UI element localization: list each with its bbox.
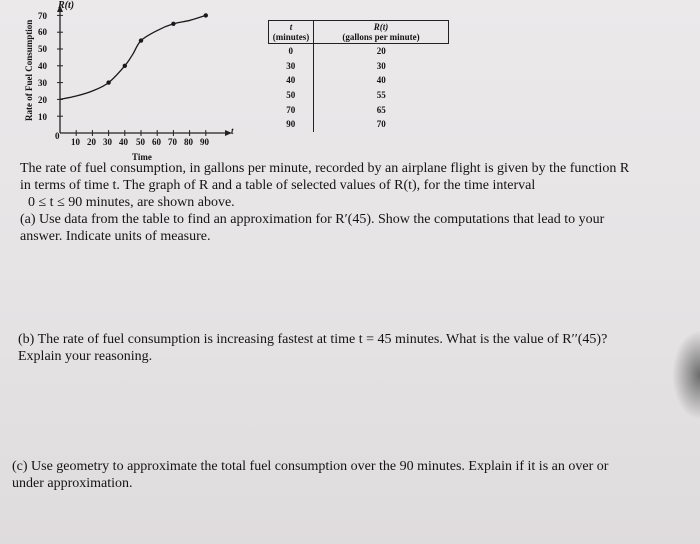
header-t-sub: (minutes)	[272, 32, 310, 42]
header-rt-main: R(t)	[373, 22, 389, 32]
table-row	[269, 117, 449, 132]
table-header-t	[269, 21, 314, 44]
table-row	[269, 88, 449, 103]
y-tick-label: 70	[38, 11, 47, 21]
x-tick-label: 20	[87, 137, 96, 147]
data-point	[204, 13, 208, 17]
y-tick-label: 20	[38, 95, 47, 105]
cell-t: 70	[269, 102, 314, 117]
x-tick-label: 10	[71, 137, 80, 147]
data-point	[171, 22, 175, 26]
cell-rt: 55	[376, 90, 386, 101]
data-point	[106, 80, 110, 84]
x-tick-label: 60	[152, 137, 161, 147]
part-a-line: (a) Use data from the table to find an approximation for R′(45). Show the computations that lead to your	[20, 212, 605, 227]
header-rt-sub: (gallons per minute)	[342, 32, 420, 42]
table-row	[269, 102, 449, 117]
cell-rt: 70	[376, 119, 386, 130]
fuel-graph	[0, 0, 250, 170]
part-c-line: (c) Use geometry to approximate the total fuel consumption over the 90 minutes. Explain if it is an over or	[12, 459, 609, 474]
cell-t: 50	[269, 88, 314, 103]
x-tick-label: 80	[184, 137, 193, 147]
y-tick-label: 10	[38, 112, 47, 122]
values-table	[268, 20, 449, 132]
data-point	[139, 38, 143, 42]
y-tick-label: 50	[38, 44, 47, 54]
part-b-line: Explain your reasoning.	[18, 349, 153, 364]
cell-t: 90	[269, 117, 314, 132]
part-c-line: under approximation.	[12, 476, 133, 491]
x-axis-label: Time	[132, 152, 152, 162]
y-tick-label: 40	[38, 61, 47, 71]
intro-line: 0 ≤ t ≤ 90 minutes, are shown above.	[28, 195, 235, 210]
problem-intro	[20, 160, 690, 245]
x-tick-label: 50	[136, 137, 145, 147]
intro-line: The rate of fuel consumption, in gallons per minute, recorded by an airplane flight is given by the function R	[20, 161, 630, 176]
header-t-main: t	[289, 22, 293, 32]
table-row	[269, 59, 449, 74]
x-tick-label: 40	[119, 137, 128, 147]
cell-t: 0	[269, 44, 314, 59]
y-tick-label: 30	[38, 78, 47, 88]
graph-function-label: R(t)	[58, 0, 75, 11]
cell-rt: 65	[376, 104, 386, 115]
part-c	[12, 458, 700, 492]
table-row	[269, 44, 449, 59]
cell-rt: 30	[376, 60, 386, 71]
table-header-rt	[314, 21, 449, 44]
cell-t: 30	[269, 59, 314, 74]
cell-rt: 40	[376, 75, 386, 86]
r-curve	[60, 15, 206, 99]
x-tick-label: 70	[168, 137, 177, 147]
table-row	[269, 73, 449, 88]
x-tick-label: 90	[200, 137, 209, 147]
data-point	[123, 64, 127, 68]
origin-label: 0	[55, 131, 60, 141]
y-tick-label: 60	[38, 27, 47, 37]
part-b-line: (b) The rate of fuel consumption is increasing fastest at time t = 45 minutes. What is the value of R′′(45)?	[18, 332, 608, 347]
cell-rt: 20	[376, 46, 386, 57]
x-tick-label: 30	[103, 137, 112, 147]
intro-line: in terms of time t. The graph of R and a table of selected values of R(t), for the time interval	[20, 178, 536, 193]
cell-t: 40	[269, 73, 314, 88]
t-axis-label: t	[231, 126, 234, 136]
part-b	[18, 331, 698, 365]
y-axis-label: Rate of Fuel Consumption	[24, 19, 34, 121]
part-a-line: answer. Indicate units of measure.	[20, 229, 211, 244]
